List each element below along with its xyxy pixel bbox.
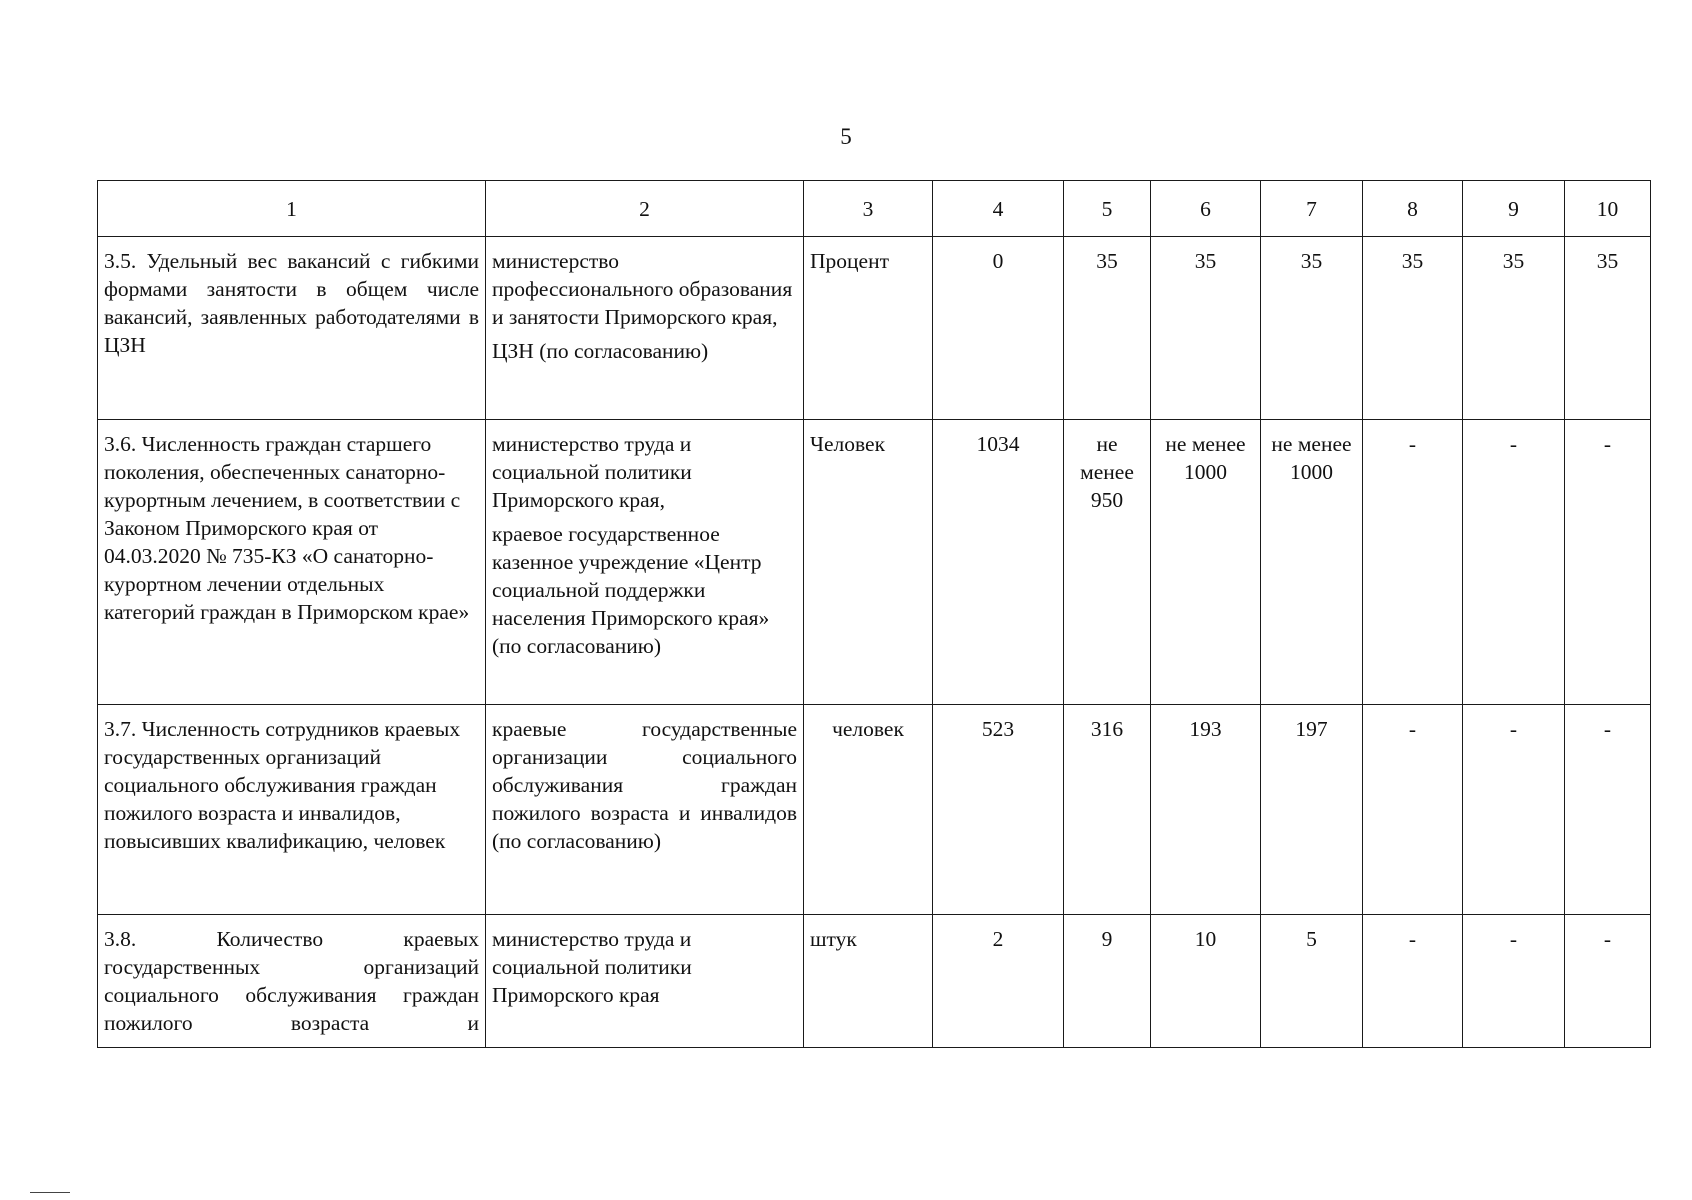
value-cell: 35 <box>1463 237 1565 420</box>
responsible-cell <box>486 420 804 705</box>
value-cell: - <box>1463 420 1565 705</box>
table-row <box>98 237 1651 420</box>
value-cell: не менее 950 <box>1064 420 1151 705</box>
value-cell: - <box>1363 915 1463 1048</box>
responsible-line: министерство труда и социальной политики Приморского края, <box>492 432 692 512</box>
header-row <box>98 181 1651 237</box>
indicator-cell: 3.6. Численность граждан старшего поколения, обеспеченных санаторно-курортным лечением, в соответствии с Законом Приморского края от 04.03.2020 № 735-КЗ «О санаторно-курортном лечении отдельных категорий граждан в Приморском крае» <box>98 420 486 705</box>
value-cell: 197 <box>1261 705 1363 915</box>
value-cell: - <box>1463 915 1565 1048</box>
table-row <box>98 915 1651 1048</box>
responsible-cell <box>486 237 804 420</box>
value-cell: 2 <box>933 915 1064 1048</box>
column-header: 5 <box>1064 181 1151 237</box>
column-header: 3 <box>804 181 933 237</box>
footnote-rule <box>30 1192 70 1193</box>
responsible-line: краевое государственное казенное учреждение «Центр социальной поддержки населения Приморского края» (по согласованию) <box>492 522 770 658</box>
column-header: 8 <box>1363 181 1463 237</box>
value-cell: - <box>1363 420 1463 705</box>
indicator-text: 3.8. Количество краевых государственных организаций социального обслуживания граждан пожилого возраста и <box>104 927 479 1035</box>
column-header: 10 <box>1565 181 1651 237</box>
value-cell: 35 <box>1151 237 1261 420</box>
column-header: 2 <box>486 181 804 237</box>
value-cell: - <box>1565 420 1651 705</box>
unit-cell: Процент <box>804 237 933 420</box>
value-cell: 0 <box>933 237 1064 420</box>
column-header: 7 <box>1261 181 1363 237</box>
value-cell: - <box>1463 705 1565 915</box>
responsible-cell <box>486 915 804 1048</box>
responsible-line: министерство профессионального образования и занятости Приморского края, <box>492 249 793 329</box>
table-row <box>98 420 1651 705</box>
value-cell: не менее 1000 <box>1261 420 1363 705</box>
unit-cell: человек <box>804 705 933 915</box>
value-cell: - <box>1565 915 1651 1048</box>
unit-cell: Человек <box>804 420 933 705</box>
value-cell: - <box>1565 705 1651 915</box>
value-cell: 35 <box>1261 237 1363 420</box>
indicator-cell <box>98 915 486 1048</box>
indicator-cell: 3.7. Численность сотрудников краевых государственных организаций социального обслуживания граждан пожилого возраста и инвалидов, повысивших квалификацию, человек <box>98 705 486 915</box>
responsible-line: ЦЗН (по согласованию) <box>492 339 709 363</box>
responsible-line: краевые государственные организации социального обслуживания граждан пожилого возраста и инвалидов (по согласованию) <box>492 717 797 853</box>
value-cell: 193 <box>1151 705 1261 915</box>
value-cell: 1034 <box>933 420 1064 705</box>
table-row <box>98 705 1651 915</box>
value-cell: 10 <box>1151 915 1261 1048</box>
value-cell: 35 <box>1363 237 1463 420</box>
page-number: 5 <box>840 124 852 149</box>
value-cell: - <box>1363 705 1463 915</box>
indicator-cell: 3.5. Удельный вес вакансий с гибкими формами занятости в общем числе вакансий, заявленных работодателями в ЦЗН <box>98 237 486 420</box>
column-header: 9 <box>1463 181 1565 237</box>
value-cell: 523 <box>933 705 1064 915</box>
value-cell: 35 <box>1064 237 1151 420</box>
value-cell: не менее 1000 <box>1151 420 1261 705</box>
responsible-line: министерство труда и социальной политики Приморского края <box>492 927 692 1007</box>
value-cell: 316 <box>1064 705 1151 915</box>
unit-cell: штук <box>804 915 933 1048</box>
value-cell: 35 <box>1565 237 1651 420</box>
column-header: 1 <box>98 181 486 237</box>
value-cell: 9 <box>1064 915 1151 1048</box>
value-cell: 5 <box>1261 915 1363 1048</box>
responsible-cell <box>486 705 804 915</box>
column-header: 4 <box>933 181 1064 237</box>
column-header: 6 <box>1151 181 1261 237</box>
indicators-table <box>97 180 1651 1048</box>
